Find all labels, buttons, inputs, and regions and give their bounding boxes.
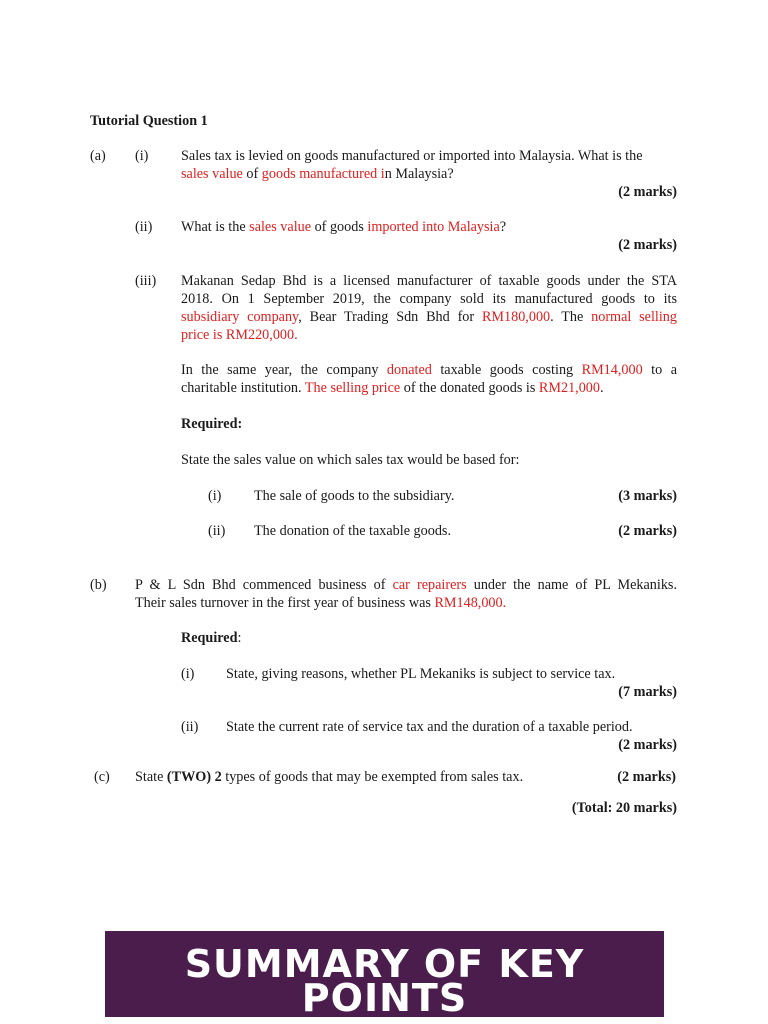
highlight: imported into Malaysia [367,219,500,235]
text: : [237,630,242,646]
b-question [135,576,677,612]
b-line-1 [135,576,677,594]
banner-line-2: POINTS [301,976,468,1020]
a-iii-line-1: Makanan Sedap Bhd is a licensed manufacturer of taxable goods under the STA [181,273,677,289]
highlight: goods manufactured i [261,166,385,182]
text: of the donated goods is [400,380,539,396]
text: taxable goods costing [431,362,582,378]
text: n Malaysia? [384,166,454,182]
a-i-line-1: Sales tax is levied on goods manufactured or imported into Malaysia. What is the [181,148,643,164]
a-iii-instruction: State the sales value on which sales tax would be based for: [181,452,520,468]
b-required-heading [181,629,241,647]
a-iii-number: (iii) [135,273,157,289]
a-ii-number: (ii) [135,219,153,235]
text: What is the [181,219,250,235]
highlight: RM148,000. [434,595,507,611]
a-iii-line-2: 2018. On 1 September 2019, the company sold its manufactured goods to its [181,291,677,307]
a-i-line-2 [181,165,677,183]
a-ii-question [181,218,506,236]
b-i-number: (i) [181,666,195,682]
text: ? [499,219,507,235]
text: . [600,380,604,396]
page-title: Tutorial Question 1 [90,113,208,129]
a-iii-paragraph-1 [181,272,677,344]
b-i-text: State, giving reasons, whether PL Mekaniks is subject to service tax. [226,666,616,682]
a-iii-sub-i-marks: (3 marks) [618,488,677,504]
text: Their sales turnover in the first year of business was [135,595,435,611]
b-i-marks: (7 marks) [618,684,677,700]
text: Required [181,630,238,646]
part-b-label: (b) [90,577,107,593]
highlight: RM180,000 [481,309,551,325]
a-i-marks: (2 marks) [618,184,677,200]
text: under the name of PL Mekaniks. [466,577,677,593]
a-iii-p2-line-2 [181,379,677,397]
b-ii-number: (ii) [181,719,199,735]
b-ii-marks: (2 marks) [618,737,677,753]
text: of goods [311,219,368,235]
part-a-label: (a) [90,148,106,164]
highlight: normal selling [591,309,677,325]
a-iii-sub-i-text: The sale of goods to the subsidiary. [254,488,455,504]
text: to a [642,362,677,378]
a-iii-required-heading: Required: [181,416,243,432]
a-iii-line-3 [181,308,677,326]
total-marks: (Total: 20 marks) [571,800,677,816]
c-marks: (2 marks) [617,769,676,785]
text: State [135,769,167,785]
text: of [242,166,262,182]
highlight: sales value [181,166,243,182]
text: charitable institution. [181,380,305,396]
a-i-number: (i) [135,148,149,164]
a-iii-line-4: price is RM220,000. [181,327,298,343]
highlight: sales value [249,219,312,235]
b-line-2 [135,594,677,612]
a-iii-paragraph-2 [181,361,677,397]
text: In the same year, the company [181,362,387,378]
a-iii-sub-ii-number: (ii) [208,523,226,539]
highlight: donated [386,362,432,378]
highlight: subsidiary company [181,309,299,325]
text: types of goods that may be exempted from sales tax. [221,769,524,785]
a-i-question [181,147,677,183]
emphasis: (TWO) 2 [166,769,222,785]
a-iii-p2-line-1 [181,361,677,379]
a-iii-sub-i-number: (i) [208,488,222,504]
highlight: The selling price [304,380,401,396]
highlight: car repairers [392,577,467,593]
highlight: RM14,000 [581,362,643,378]
text: P & L Sdn Bhd commenced business of [135,577,393,593]
b-ii-text: State the current rate of service tax and the duration of a taxable period. [226,719,633,735]
a-iii-sub-ii-marks: (2 marks) [618,523,677,539]
text: . The [550,309,592,325]
highlight: RM21,000 [538,380,600,396]
c-question [135,768,523,786]
a-iii-sub-ii-text: The donation of the taxable goods. [254,523,451,539]
banner-line-1: SUMMARY OF KEY [184,942,585,986]
a-ii-marks: (2 marks) [618,237,677,253]
part-c-label: (c) [94,769,110,785]
summary-banner [105,931,664,1020]
text: , Bear Trading Sdn Bhd for [298,309,482,325]
